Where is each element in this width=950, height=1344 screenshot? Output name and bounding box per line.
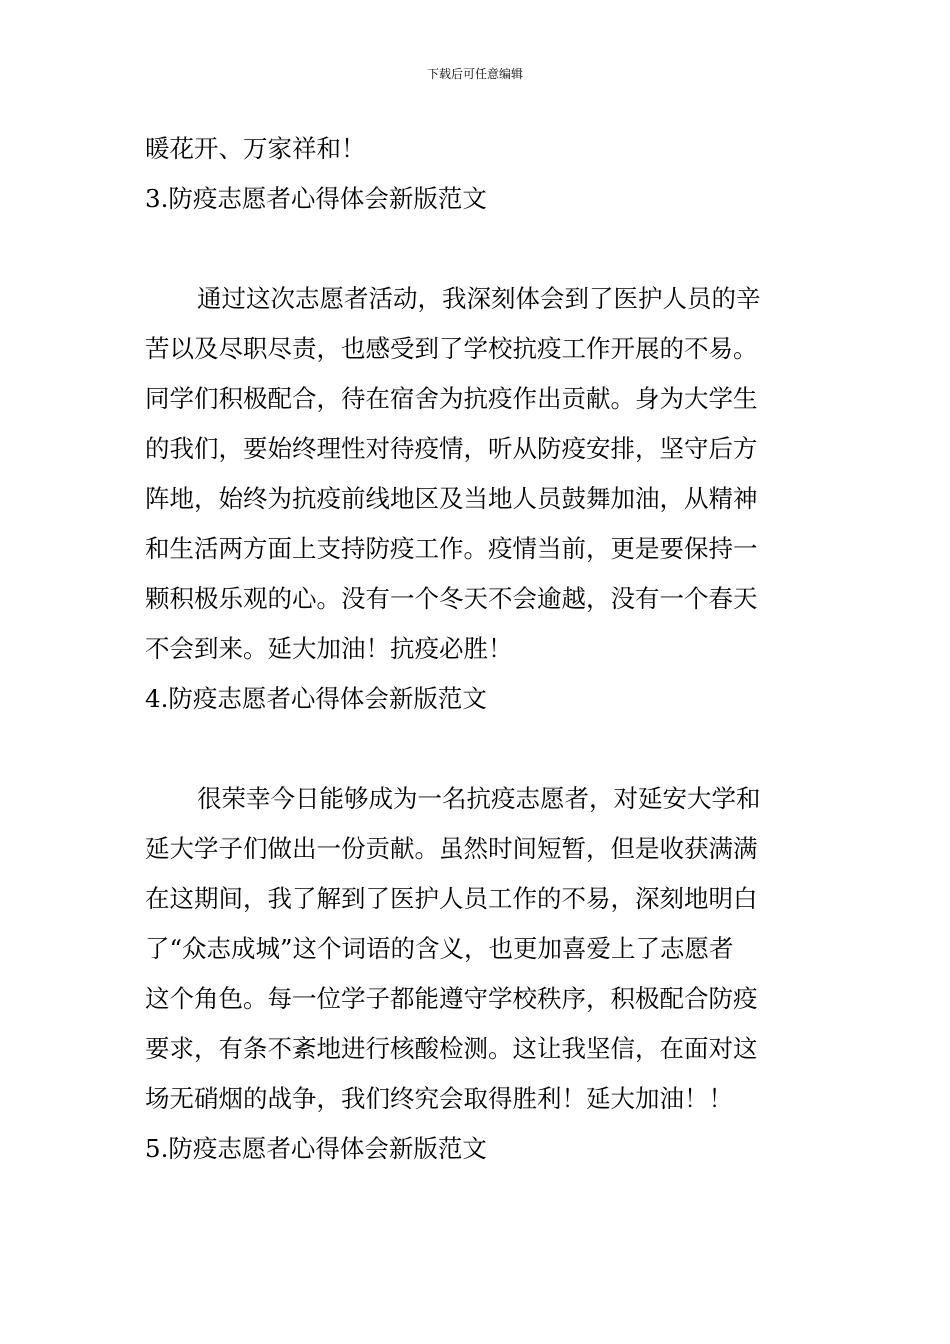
paragraph-line: 不会到来。延大加油！抗疫必胜！	[145, 634, 513, 663]
paragraph-line: 苦以及尽职尽责，也感受到了学校抗疫工作开展的不易。	[145, 334, 758, 363]
paragraph-line: 要求，有条不紊地进行核酸检测。这让我坚信，在面对这	[145, 1034, 758, 1063]
paragraph-line: 这个角色。每一位学子都能遵守学校秩序，积极配合防疫	[145, 984, 758, 1013]
page-header: 下载后可任意编辑	[426, 67, 523, 81]
paragraph-line: 了“众志成城”这个词语的含义，也更加喜爱上了志愿者	[145, 934, 734, 963]
paragraph-line: 通过这次志愿者活动，我深刻体会到了医护人员的辛	[197, 284, 761, 313]
paragraph-line: 颗积极乐观的心。没有一个冬天不会逾越，没有一个春天	[145, 584, 758, 613]
paragraph-line: 和生活两方面上支持防疫工作。疫情当前，更是要保持一	[145, 534, 758, 563]
section-heading-5: 5.防疫志愿者心得体会新版范文	[145, 1134, 487, 1163]
paragraph-line: 的我们，要始终理性对待疫情，听从防疫安排，坚守后方	[145, 434, 758, 463]
paragraph-line: 在这期间，我了解到了医护人员工作的不易，深刻地明白	[145, 884, 758, 913]
section-heading-3: 3.防疫志愿者心得体会新版范文	[145, 184, 487, 213]
paragraph-line: 同学们积极配合，待在宿舍为抗疫作出贡献。身为大学生	[145, 384, 758, 413]
document-body	[145, 124, 805, 1174]
paragraph-spacer	[145, 724, 805, 774]
paragraph-line: 很荣幸今日能够成为一名抗疫志愿者，对延安大学和	[197, 784, 761, 813]
section-heading-4: 4.防疫志愿者心得体会新版范文	[145, 684, 487, 713]
paragraph-line: 延大学子们做出一份贡献。虽然时间短暂，但是收获满满	[145, 834, 758, 863]
paragraph-line: 阵地，始终为抗疫前线地区及当地人员鼓舞加油，从精神	[145, 484, 758, 513]
paragraph-line: 场无硝烟的战争，我们终究会取得胜利！延大加油！！	[145, 1084, 733, 1113]
paragraph-spacer	[145, 224, 805, 274]
continuation-line: 暖花开、万家祥和！	[145, 134, 366, 163]
